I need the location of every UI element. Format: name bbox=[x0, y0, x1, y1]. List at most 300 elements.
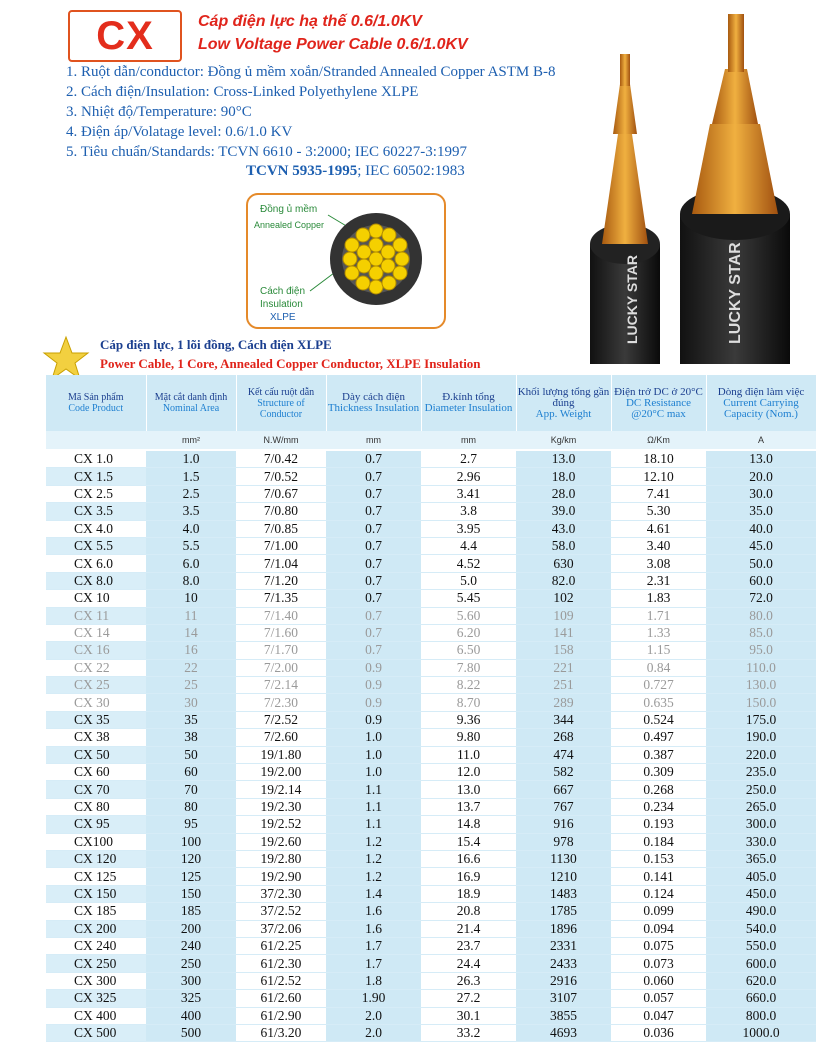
diagram-label-copper-vi: Đồng ủ mềm bbox=[260, 204, 318, 215]
cell-resistance: 0.047 bbox=[611, 1007, 706, 1024]
cell-current: 265.0 bbox=[706, 798, 816, 815]
cell-code: CX 35 bbox=[46, 711, 146, 728]
cell-diameter: 8.22 bbox=[421, 677, 516, 694]
cell-area: 60 bbox=[146, 764, 236, 781]
cable-brand-left: LUCKY STAR bbox=[624, 255, 640, 344]
header-area: Mặt cắt danh định Nominal Area bbox=[146, 375, 236, 431]
cell-area: 8.0 bbox=[146, 572, 236, 589]
cell-diameter: 16.6 bbox=[421, 850, 516, 867]
cell-thickness: 1.7 bbox=[326, 955, 421, 972]
cell-diameter: 8.70 bbox=[421, 694, 516, 711]
cell-diameter: 13.0 bbox=[421, 781, 516, 798]
table-row bbox=[46, 537, 816, 554]
cell-code: CX 6.0 bbox=[46, 555, 146, 572]
spec-voltage: 4. Điện áp/Volatage level: 0.6/1.0 KV bbox=[66, 124, 293, 140]
cell-resistance: 0.84 bbox=[611, 659, 706, 676]
cell-area: 4.0 bbox=[146, 520, 236, 537]
cell-structure: 7/1.00 bbox=[236, 537, 326, 554]
cell-current: 540.0 bbox=[706, 920, 816, 937]
cable-spec-table bbox=[46, 375, 817, 1042]
cell-current: 150.0 bbox=[706, 694, 816, 711]
cell-current: 405.0 bbox=[706, 868, 816, 885]
cell-resistance: 0.060 bbox=[611, 972, 706, 989]
cell-thickness: 0.9 bbox=[326, 694, 421, 711]
cell-diameter: 6.50 bbox=[421, 642, 516, 659]
cell-area: 10 bbox=[146, 590, 236, 607]
cell-weight: 251 bbox=[516, 677, 611, 694]
cell-resistance: 0.094 bbox=[611, 920, 706, 937]
cell-thickness: 1.8 bbox=[326, 972, 421, 989]
cell-diameter: 20.8 bbox=[421, 903, 516, 920]
cell-area: 150 bbox=[146, 885, 236, 902]
cell-current: 620.0 bbox=[706, 972, 816, 989]
cell-resistance: 0.124 bbox=[611, 885, 706, 902]
cell-code: CX100 bbox=[46, 833, 146, 850]
cell-current: 330.0 bbox=[706, 833, 816, 850]
cell-code: CX 185 bbox=[46, 903, 146, 920]
logo-text: CX bbox=[96, 14, 154, 58]
cell-thickness: 0.7 bbox=[326, 607, 421, 624]
cell-thickness: 0.7 bbox=[326, 503, 421, 520]
cell-structure: 61/2.52 bbox=[236, 972, 326, 989]
table-row bbox=[46, 590, 816, 607]
cell-code: CX 500 bbox=[46, 1024, 146, 1041]
cell-area: 80 bbox=[146, 798, 236, 815]
cell-thickness: 0.9 bbox=[326, 677, 421, 694]
spec-conductor: 1. Ruột dẫn/conductor: Đồng ủ mềm xoắn/Stranded Annealed Copper ASTM B-8 bbox=[66, 64, 556, 80]
cell-current: 45.0 bbox=[706, 537, 816, 554]
header-code: Mã Sản phẩm Code Product bbox=[46, 375, 146, 431]
cell-code: CX 150 bbox=[46, 885, 146, 902]
cell-structure: 7/2.52 bbox=[236, 711, 326, 728]
cell-thickness: 1.2 bbox=[326, 868, 421, 885]
cell-structure: 19/2.80 bbox=[236, 850, 326, 867]
cell-resistance: 1.15 bbox=[611, 642, 706, 659]
cell-structure: 19/2.52 bbox=[236, 816, 326, 833]
unit-code bbox=[46, 431, 146, 450]
cell-thickness: 1.1 bbox=[326, 781, 421, 798]
cell-thickness: 2.0 bbox=[326, 1007, 421, 1024]
cell-weight: 767 bbox=[516, 798, 611, 815]
cell-current: 175.0 bbox=[706, 711, 816, 728]
cell-area: 95 bbox=[146, 816, 236, 833]
cell-diameter: 2.96 bbox=[421, 468, 516, 485]
cell-structure: 19/2.00 bbox=[236, 764, 326, 781]
cx-logo bbox=[68, 10, 182, 62]
cell-structure: 7/1.70 bbox=[236, 642, 326, 659]
cell-diameter: 4.4 bbox=[421, 537, 516, 554]
cell-code: CX 300 bbox=[46, 972, 146, 989]
cell-area: 6.0 bbox=[146, 555, 236, 572]
cell-current: 365.0 bbox=[706, 850, 816, 867]
cell-diameter: 11.0 bbox=[421, 746, 516, 763]
cell-code: CX 70 bbox=[46, 781, 146, 798]
cell-area: 325 bbox=[146, 990, 236, 1007]
cell-weight: 141 bbox=[516, 624, 611, 641]
cell-weight: 18.0 bbox=[516, 468, 611, 485]
cell-resistance: 0.309 bbox=[611, 764, 706, 781]
table-row bbox=[46, 624, 816, 641]
table-header-row bbox=[46, 375, 816, 431]
cell-thickness: 1.1 bbox=[326, 816, 421, 833]
cell-resistance: 0.268 bbox=[611, 781, 706, 798]
cell-diameter: 5.60 bbox=[421, 607, 516, 624]
subtitle-vietnamese: Cáp điện lực, 1 lõi đồng, Cách điện XLPE bbox=[100, 337, 332, 352]
cell-code: CX 30 bbox=[46, 694, 146, 711]
cell-thickness: 1.6 bbox=[326, 920, 421, 937]
table-row bbox=[46, 659, 816, 676]
cell-structure: 61/2.30 bbox=[236, 955, 326, 972]
cell-diameter: 9.36 bbox=[421, 711, 516, 728]
unit-weight: Kg/km bbox=[516, 431, 611, 450]
cell-weight: 3855 bbox=[516, 1007, 611, 1024]
units-row bbox=[46, 431, 816, 450]
cell-current: 1000.0 bbox=[706, 1024, 816, 1041]
table-row bbox=[46, 798, 816, 815]
cell-structure: 7/1.04 bbox=[236, 555, 326, 572]
cell-area: 16 bbox=[146, 642, 236, 659]
cell-weight: 916 bbox=[516, 816, 611, 833]
cell-current: 490.0 bbox=[706, 903, 816, 920]
cell-current: 110.0 bbox=[706, 659, 816, 676]
cell-thickness: 1.0 bbox=[326, 746, 421, 763]
cable-brand-right: LUCKY STAR bbox=[727, 242, 744, 344]
cell-current: 60.0 bbox=[706, 572, 816, 589]
cell-current: 300.0 bbox=[706, 816, 816, 833]
cell-area: 185 bbox=[146, 903, 236, 920]
cell-resistance: 3.40 bbox=[611, 537, 706, 554]
cell-code: CX 1.5 bbox=[46, 468, 146, 485]
cell-code: CX 16 bbox=[46, 642, 146, 659]
cell-structure: 19/2.90 bbox=[236, 868, 326, 885]
cell-area: 50 bbox=[146, 746, 236, 763]
table-row bbox=[46, 990, 816, 1007]
cell-code: CX 120 bbox=[46, 850, 146, 867]
cell-resistance: 0.153 bbox=[611, 850, 706, 867]
table-row bbox=[46, 920, 816, 937]
cell-area: 400 bbox=[146, 1007, 236, 1024]
cell-thickness: 1.6 bbox=[326, 903, 421, 920]
cell-thickness: 0.7 bbox=[326, 450, 421, 468]
cell-area: 250 bbox=[146, 955, 236, 972]
cell-resistance: 7.41 bbox=[611, 485, 706, 502]
cell-resistance: 0.075 bbox=[611, 937, 706, 954]
cell-structure: 7/0.42 bbox=[236, 450, 326, 468]
cell-diameter: 12.0 bbox=[421, 764, 516, 781]
cell-area: 70 bbox=[146, 781, 236, 798]
spec-temperature: 3. Nhiệt độ/Temperature: 90°C bbox=[66, 104, 252, 120]
cell-area: 5.5 bbox=[146, 537, 236, 554]
cell-diameter: 3.95 bbox=[421, 520, 516, 537]
cell-area: 500 bbox=[146, 1024, 236, 1041]
cell-area: 2.5 bbox=[146, 485, 236, 502]
unit-area: mm² bbox=[146, 431, 236, 450]
cell-area: 35 bbox=[146, 711, 236, 728]
cell-resistance: 0.387 bbox=[611, 746, 706, 763]
unit-diameter: mm bbox=[421, 431, 516, 450]
cell-resistance: 0.099 bbox=[611, 903, 706, 920]
cell-current: 30.0 bbox=[706, 485, 816, 502]
cell-structure: 19/2.30 bbox=[236, 798, 326, 815]
cell-resistance: 0.635 bbox=[611, 694, 706, 711]
cell-diameter: 26.3 bbox=[421, 972, 516, 989]
cell-structure: 7/1.60 bbox=[236, 624, 326, 641]
cell-diameter: 9.80 bbox=[421, 729, 516, 746]
table-row bbox=[46, 816, 816, 833]
cell-resistance: 0.141 bbox=[611, 868, 706, 885]
header-thickness: Dày cách điện Thickness Insulation bbox=[326, 375, 421, 431]
header-weight: Khối lượng tổng gần đúng App. Weight bbox=[516, 375, 611, 431]
unit-current: A bbox=[706, 431, 816, 450]
table-row bbox=[46, 903, 816, 920]
cell-structure: 7/2.14 bbox=[236, 677, 326, 694]
cell-weight: 2331 bbox=[516, 937, 611, 954]
table-body bbox=[46, 450, 816, 1042]
cross-section-diagram bbox=[246, 193, 446, 329]
table-row bbox=[46, 555, 816, 572]
diagram-label-insulation-vi: Cách điện bbox=[260, 286, 306, 297]
subtitle-english: Power Cable, 1 Core, Annealed Copper Conductor, XLPE Insulation bbox=[100, 356, 481, 371]
cell-diameter: 7.80 bbox=[421, 659, 516, 676]
cell-thickness: 0.7 bbox=[326, 642, 421, 659]
table-row bbox=[46, 746, 816, 763]
cell-weight: 221 bbox=[516, 659, 611, 676]
cell-diameter: 21.4 bbox=[421, 920, 516, 937]
cell-weight: 1210 bbox=[516, 868, 611, 885]
cell-structure: 61/3.20 bbox=[236, 1024, 326, 1041]
header-resistance: Điện trở DC ở 20°C DC Resistance @20°C max bbox=[611, 375, 706, 431]
cell-diameter: 18.9 bbox=[421, 885, 516, 902]
cell-diameter: 15.4 bbox=[421, 833, 516, 850]
cell-weight: 2433 bbox=[516, 955, 611, 972]
unit-structure: N.W/mm bbox=[236, 431, 326, 450]
cell-current: 660.0 bbox=[706, 990, 816, 1007]
table-row bbox=[46, 833, 816, 850]
cell-diameter: 5.45 bbox=[421, 590, 516, 607]
cell-thickness: 1.90 bbox=[326, 990, 421, 1007]
cell-resistance: 18.10 bbox=[611, 450, 706, 468]
cell-code: CX 8.0 bbox=[46, 572, 146, 589]
cell-area: 30 bbox=[146, 694, 236, 711]
cell-diameter: 3.8 bbox=[421, 503, 516, 520]
cell-current: 20.0 bbox=[706, 468, 816, 485]
cell-weight: 1785 bbox=[516, 903, 611, 920]
table-row bbox=[46, 485, 816, 502]
cell-weight: 3107 bbox=[516, 990, 611, 1007]
cell-structure: 7/2.30 bbox=[236, 694, 326, 711]
table-row bbox=[46, 607, 816, 624]
spec-standards-extra bbox=[246, 163, 465, 180]
table-row bbox=[46, 955, 816, 972]
cell-current: 450.0 bbox=[706, 885, 816, 902]
cell-thickness: 0.7 bbox=[326, 520, 421, 537]
cell-code: CX 250 bbox=[46, 955, 146, 972]
cell-weight: 109 bbox=[516, 607, 611, 624]
cell-diameter: 16.9 bbox=[421, 868, 516, 885]
cell-area: 240 bbox=[146, 937, 236, 954]
title-vietnamese: Cáp điện lực hạ thế 0.6/1.0KV bbox=[198, 13, 422, 30]
cell-resistance: 0.234 bbox=[611, 798, 706, 815]
cell-thickness: 1.7 bbox=[326, 937, 421, 954]
cell-code: CX 5.5 bbox=[46, 537, 146, 554]
cell-resistance: 0.073 bbox=[611, 955, 706, 972]
cell-thickness: 0.7 bbox=[326, 537, 421, 554]
cell-weight: 102 bbox=[516, 590, 611, 607]
cell-code: CX 125 bbox=[46, 868, 146, 885]
cell-current: 72.0 bbox=[706, 590, 816, 607]
cell-thickness: 0.9 bbox=[326, 659, 421, 676]
cell-area: 22 bbox=[146, 659, 236, 676]
cell-structure: 7/1.20 bbox=[236, 572, 326, 589]
cell-thickness: 0.7 bbox=[326, 555, 421, 572]
cell-weight: 1896 bbox=[516, 920, 611, 937]
cell-resistance: 0.193 bbox=[611, 816, 706, 833]
cell-weight: 28.0 bbox=[516, 485, 611, 502]
cell-resistance: 0.727 bbox=[611, 677, 706, 694]
cross-section-drawing bbox=[248, 195, 444, 327]
spec-standard-iec: ; IEC 60502:1983 bbox=[357, 163, 465, 179]
cell-diameter: 33.2 bbox=[421, 1024, 516, 1041]
table-row bbox=[46, 711, 816, 728]
unit-thickness: mm bbox=[326, 431, 421, 450]
cell-area: 300 bbox=[146, 972, 236, 989]
cell-code: CX 11 bbox=[46, 607, 146, 624]
cell-thickness: 0.7 bbox=[326, 485, 421, 502]
cell-resistance: 0.057 bbox=[611, 990, 706, 1007]
cell-structure: 19/1.80 bbox=[236, 746, 326, 763]
table-row bbox=[46, 937, 816, 954]
cell-thickness: 0.9 bbox=[326, 711, 421, 728]
cell-thickness: 0.7 bbox=[326, 624, 421, 641]
cell-code: CX 14 bbox=[46, 624, 146, 641]
header-diameter: Đ.kính tổng Diameter Insulation bbox=[421, 375, 516, 431]
cell-current: 550.0 bbox=[706, 937, 816, 954]
cell-resistance: 0.184 bbox=[611, 833, 706, 850]
table-row bbox=[46, 572, 816, 589]
cell-diameter: 24.4 bbox=[421, 955, 516, 972]
cell-thickness: 0.7 bbox=[326, 572, 421, 589]
cell-structure: 7/1.35 bbox=[236, 590, 326, 607]
cell-code: CX 95 bbox=[46, 816, 146, 833]
cell-structure: 19/2.14 bbox=[236, 781, 326, 798]
cell-thickness: 1.4 bbox=[326, 885, 421, 902]
diagram-label-xlpe: XLPE bbox=[270, 312, 296, 323]
cell-structure: 37/2.52 bbox=[236, 903, 326, 920]
cell-weight: 667 bbox=[516, 781, 611, 798]
cell-current: 35.0 bbox=[706, 503, 816, 520]
cell-code: CX 3.5 bbox=[46, 503, 146, 520]
cell-code: CX 80 bbox=[46, 798, 146, 815]
cell-structure: 7/2.00 bbox=[236, 659, 326, 676]
cell-weight: 268 bbox=[516, 729, 611, 746]
cell-thickness: 1.0 bbox=[326, 764, 421, 781]
cell-weight: 2916 bbox=[516, 972, 611, 989]
cell-weight: 289 bbox=[516, 694, 611, 711]
cell-current: 85.0 bbox=[706, 624, 816, 641]
cell-weight: 43.0 bbox=[516, 520, 611, 537]
cell-diameter: 6.20 bbox=[421, 624, 516, 641]
cell-code: CX 4.0 bbox=[46, 520, 146, 537]
cell-current: 80.0 bbox=[706, 607, 816, 624]
cell-current: 190.0 bbox=[706, 729, 816, 746]
cell-diameter: 23.7 bbox=[421, 937, 516, 954]
table-row bbox=[46, 729, 816, 746]
cell-code: CX 22 bbox=[46, 659, 146, 676]
cell-area: 1.5 bbox=[146, 468, 236, 485]
table-row bbox=[46, 781, 816, 798]
table-row bbox=[46, 850, 816, 867]
cell-area: 14 bbox=[146, 624, 236, 641]
cell-resistance: 4.61 bbox=[611, 520, 706, 537]
cell-structure: 7/0.52 bbox=[236, 468, 326, 485]
header-current: Dòng điện làm việc Current Carrying Capacity (Nom.) bbox=[706, 375, 816, 431]
cell-structure: 37/2.30 bbox=[236, 885, 326, 902]
cell-current: 130.0 bbox=[706, 677, 816, 694]
table-row bbox=[46, 764, 816, 781]
diagram-label-copper-en: Annealed Copper bbox=[254, 220, 325, 230]
cell-weight: 13.0 bbox=[516, 450, 611, 468]
cell-resistance: 2.31 bbox=[611, 572, 706, 589]
table-row bbox=[46, 1024, 816, 1041]
cell-thickness: 1.2 bbox=[326, 850, 421, 867]
cell-resistance: 1.33 bbox=[611, 624, 706, 641]
cell-current: 40.0 bbox=[706, 520, 816, 537]
cell-weight: 582 bbox=[516, 764, 611, 781]
cell-weight: 344 bbox=[516, 711, 611, 728]
cell-resistance: 0.524 bbox=[611, 711, 706, 728]
cell-resistance: 12.10 bbox=[611, 468, 706, 485]
cell-thickness: 0.7 bbox=[326, 590, 421, 607]
table-row bbox=[46, 677, 816, 694]
cell-thickness: 2.0 bbox=[326, 1024, 421, 1041]
cell-current: 13.0 bbox=[706, 450, 816, 468]
cell-resistance: 1.83 bbox=[611, 590, 706, 607]
cell-structure: 61/2.25 bbox=[236, 937, 326, 954]
table-row bbox=[46, 450, 816, 468]
cell-code: CX 400 bbox=[46, 1007, 146, 1024]
table-row bbox=[46, 520, 816, 537]
cell-weight: 82.0 bbox=[516, 572, 611, 589]
title-english: Low Voltage Power Cable 0.6/1.0KV bbox=[198, 36, 468, 53]
cell-diameter: 2.7 bbox=[421, 450, 516, 468]
spec-standard-tcvn: TCVN 5935-1995 bbox=[246, 163, 358, 179]
cell-structure: 19/2.60 bbox=[236, 833, 326, 850]
cell-thickness: 1.2 bbox=[326, 833, 421, 850]
cell-current: 220.0 bbox=[706, 746, 816, 763]
cell-area: 125 bbox=[146, 868, 236, 885]
table-row bbox=[46, 468, 816, 485]
unit-resistance: Ω/Km bbox=[611, 431, 706, 450]
cell-current: 600.0 bbox=[706, 955, 816, 972]
cell-weight: 978 bbox=[516, 833, 611, 850]
cell-structure: 7/0.80 bbox=[236, 503, 326, 520]
cell-code: CX 50 bbox=[46, 746, 146, 763]
cell-weight: 4693 bbox=[516, 1024, 611, 1041]
cell-area: 120 bbox=[146, 850, 236, 867]
cell-code: CX 60 bbox=[46, 764, 146, 781]
cell-current: 235.0 bbox=[706, 764, 816, 781]
cell-resistance: 0.497 bbox=[611, 729, 706, 746]
cell-code: CX 2.5 bbox=[46, 485, 146, 502]
cell-resistance: 5.30 bbox=[611, 503, 706, 520]
cell-code: CX 25 bbox=[46, 677, 146, 694]
cell-diameter: 30.1 bbox=[421, 1007, 516, 1024]
cell-structure: 7/0.67 bbox=[236, 485, 326, 502]
cell-current: 800.0 bbox=[706, 1007, 816, 1024]
cell-area: 38 bbox=[146, 729, 236, 746]
cell-structure: 37/2.06 bbox=[236, 920, 326, 937]
cell-current: 250.0 bbox=[706, 781, 816, 798]
